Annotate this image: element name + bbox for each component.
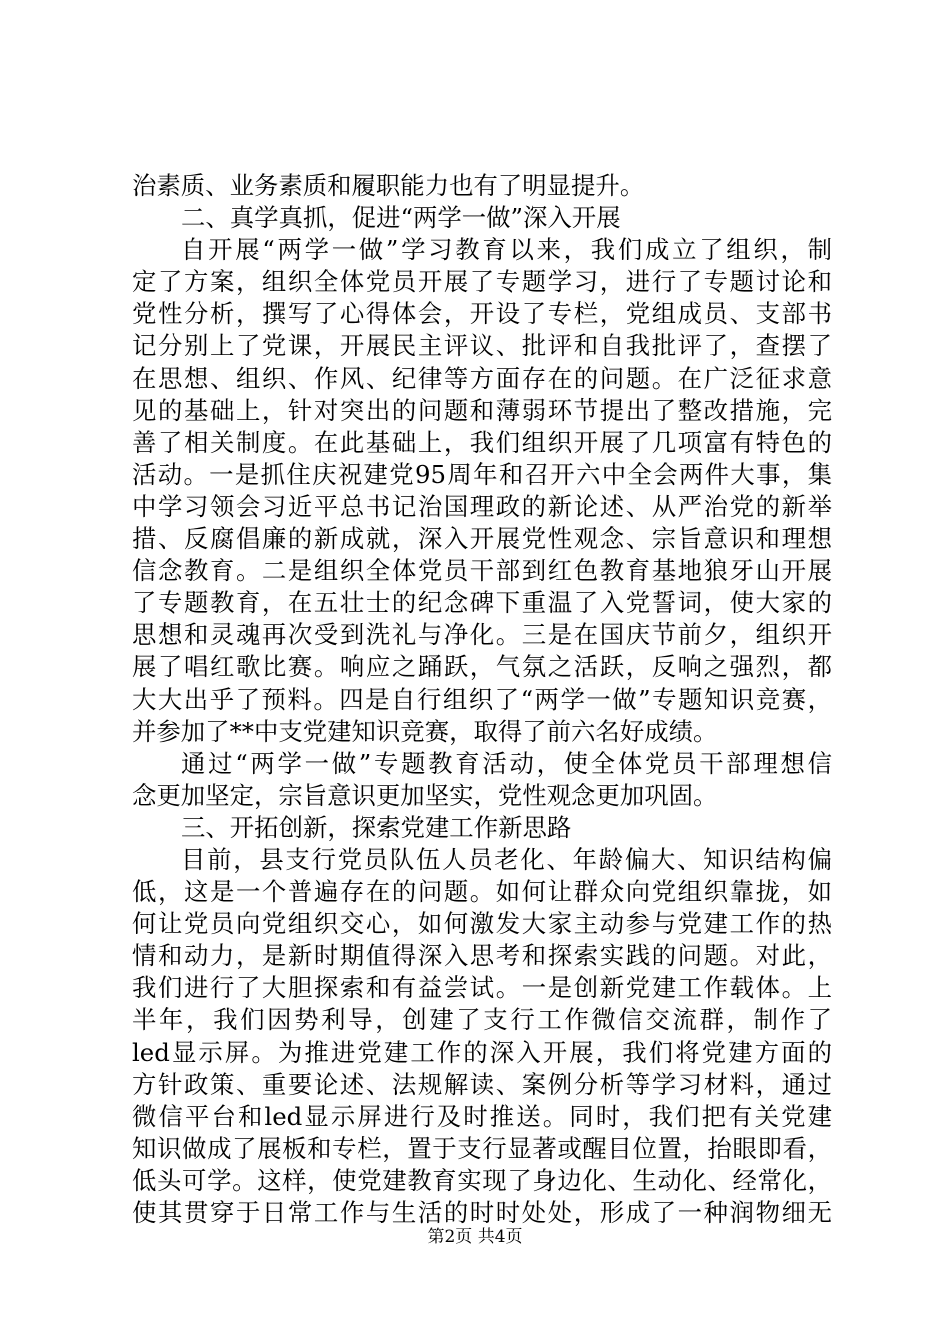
text-line: 思想和灵魂再次受到洗礼与净化。三是在国庆节前夕，组织开: [132, 620, 832, 650]
text-line: 低，这是一个普遍存在的问题。如何让群众向党组织靠拢，如: [132, 877, 832, 907]
text-line: 半年，我们因势利导，创建了支行工作微信交流群，制作了: [132, 1005, 832, 1035]
document-body: [132, 170, 832, 1229]
text-line: 知识做成了展板和专栏，置于支行显著或醒目位置，抬眼即看，: [132, 1133, 832, 1163]
text-line: 三、开拓创新，探索党建工作新思路: [181, 812, 572, 842]
text-line: 善了相关制度。在此基础上，我们组织开展了几项富有特色的: [132, 427, 832, 457]
text-line: 治素质、业务素质和履职能力也有了明显提升。: [132, 171, 645, 200]
text-line: 记分别上了党课，开展民主评议、批评和自我批评了，查摆了: [132, 331, 832, 361]
text-line: 微信平台和led显示屏进行及时推送。同时，我们把有关党建: [132, 1101, 832, 1131]
page-footer: 第2页 共4页: [427, 1227, 523, 1247]
text-line: 低头可学。这样，使党建教育实现了身边化、生动化、经常化，: [132, 1165, 832, 1195]
text-line: 了专题教育，在五壮士的纪念碑下重温了入党誓词，使大家的: [132, 588, 832, 618]
text-line: 自开展“两学一做”学习教育以来，我们成立了组织，制: [181, 235, 832, 265]
text-line: 展了唱红歌比赛。响应之踊跃，气氛之活跃，反响之强烈，都: [132, 652, 832, 682]
text-line: 方针政策、重要论述、法规解读、案例分析等学习材料，通过: [132, 1069, 832, 1099]
text-line: 我们进行了大胆探索和有益尝试。一是创新党建工作载体。上: [132, 973, 832, 1003]
text-line: 二、真学真抓，促进“两学一做”深入开展: [181, 203, 621, 233]
text-line: 念更加坚定，宗旨意识更加坚实，党性观念更加巩固。: [132, 780, 718, 810]
text-line: led显示屏。为推进党建工作的深入开展，我们将党建方面的: [132, 1037, 832, 1067]
text-line: 活动。一是抓住庆祝建党95周年和召开六中全会两件大事，集: [132, 459, 832, 489]
text-line: 措、反腐倡廉的新成就，深入开展党性观念、宗旨意识和理想: [132, 524, 832, 554]
text-line: 通过“两学一做”专题教育活动，使全体党员干部理想信: [181, 748, 832, 778]
text-line: 大大出乎了预料。四是自行组织了“两学一做”专题知识竞赛，: [132, 684, 832, 714]
text-line: 何让党员向党组织交心，如何激发大家主动参与党建工作的热: [132, 909, 832, 939]
text-line: 党性分析，撰写了心得体会，开设了专栏，党组成员、支部书: [132, 299, 832, 329]
text-line: 见的基础上，针对突出的问题和薄弱环节提出了整改措施，完: [132, 395, 832, 425]
text-line: 使其贯穿于日常工作与生活的时时处处，形成了一种润物细无: [132, 1198, 832, 1227]
text-line: 目前，县支行党员队伍人员老化、年龄偏大、知识结构偏: [181, 844, 832, 874]
text-line: 并参加了**中支党建知识竞赛，取得了前六名好成绩。: [132, 716, 718, 746]
text-line: 在思想、组织、作风、纪律等方面存在的问题。在广泛征求意: [132, 363, 832, 393]
text-line: 定了方案，组织全体党员开展了专题学习，进行了专题讨论和: [132, 267, 832, 297]
text-line: 情和动力，是新时期值得深入思考和探索实践的问题。对此，: [132, 941, 832, 971]
text-line: 中学习领会习近平总书记治国理政的新论述、从严治党的新举: [132, 491, 832, 521]
text-line: 信念教育。二是组织全体党员干部到红色教育基地狼牙山开展: [132, 556, 832, 586]
